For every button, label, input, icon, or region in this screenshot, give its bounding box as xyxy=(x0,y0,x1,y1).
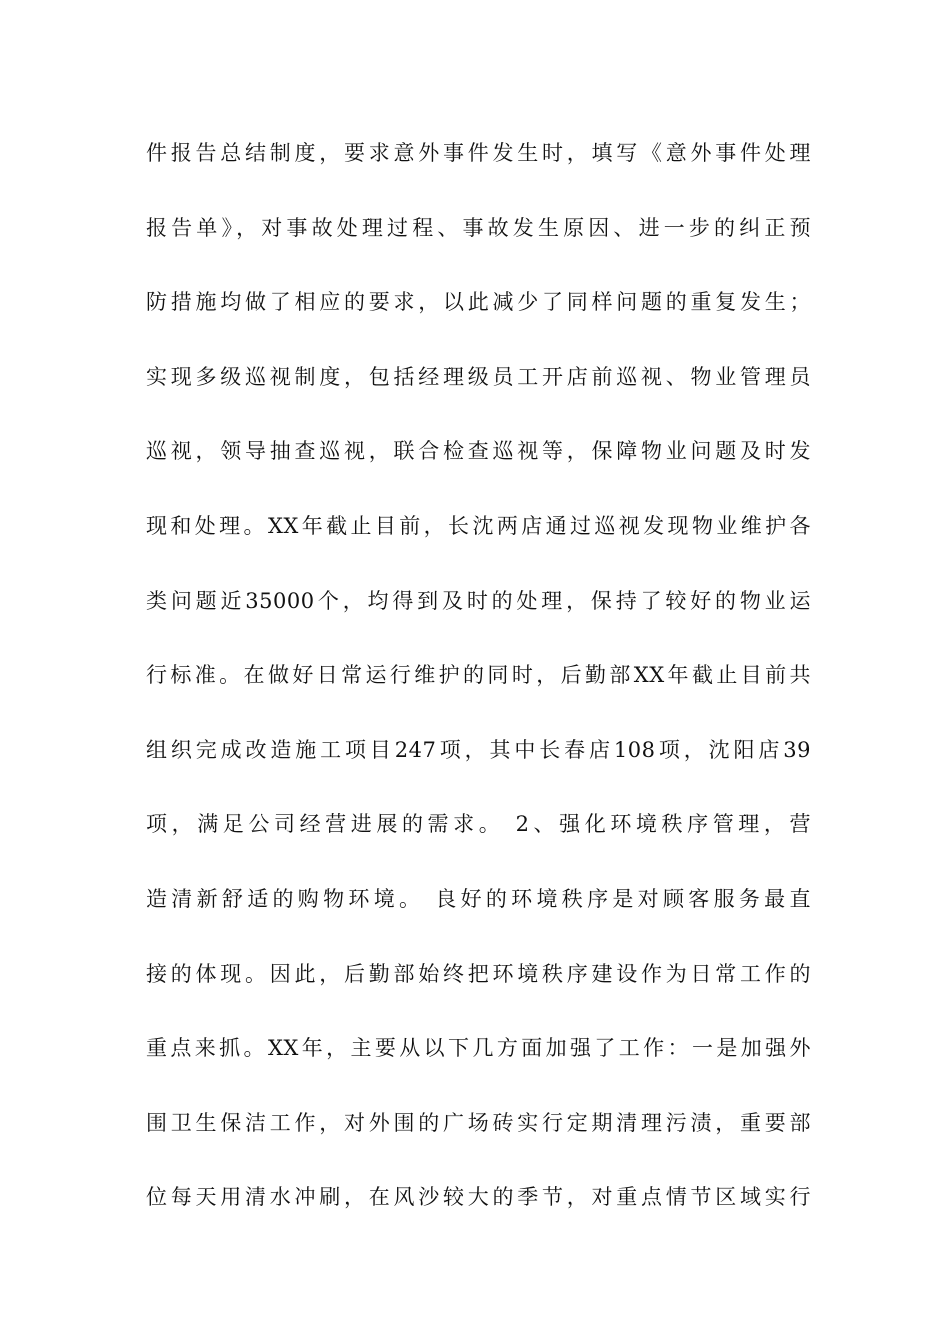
body-text xyxy=(146,126,811,1245)
text-line-1: 件报告总结制度，要求意外事件发生时，填写《意外事件处理 xyxy=(146,141,811,165)
text-line-3: 防措施均做了相应的要求，以此减少了同样问题的重复发生； xyxy=(146,290,811,315)
text-line-12: 接的体现。因此，后勤部始终把环境秩序建设作为日常工作的 xyxy=(146,961,811,986)
text-line-9: 组织完成改造施工项目247项，其中长春店108项，沈阳店39 xyxy=(146,737,811,762)
text-line-7: 类问题近35000个，均得到及时的处理，保持了较好的物业运 xyxy=(146,588,811,613)
text-line-14: 围卫生保洁工作，对外围的广场砖实行定期清理污渍，重要部 xyxy=(146,1110,811,1135)
text-line-13: 重点来抓。XX年，主要从以下几方面加强了工作：一是加强外 xyxy=(146,1036,811,1061)
text-line-2: 报告单》，对事故处理过程、事故发生原因、进一步的纠正预 xyxy=(146,215,811,240)
text-line-5: 巡视，领导抽查巡视，联合检查巡视等，保障物业问题及时发 xyxy=(146,439,811,464)
text-line-11: 造清新舒适的购物环境。 良好的环境秩序是对顾客服务最直 xyxy=(146,886,811,911)
text-line-10: 项，满足公司经营进展的需求。 2、强化环境秩序管理，营 xyxy=(146,812,811,837)
text-line-8: 行标准。在做好日常运行维护的同时，后勤部XX年截止目前共 xyxy=(146,663,811,688)
text-line-15: 位每天用清水冲刷，在风沙较大的季节，对重点情节区域实行 xyxy=(146,1185,811,1210)
text-line-4: 实现多级巡视制度，包括经理级员工开店前巡视、物业管理员 xyxy=(146,364,811,389)
text-line-6: 现和处理。XX年截止目前，长沈两店通过巡视发现物业维护各 xyxy=(146,513,811,538)
